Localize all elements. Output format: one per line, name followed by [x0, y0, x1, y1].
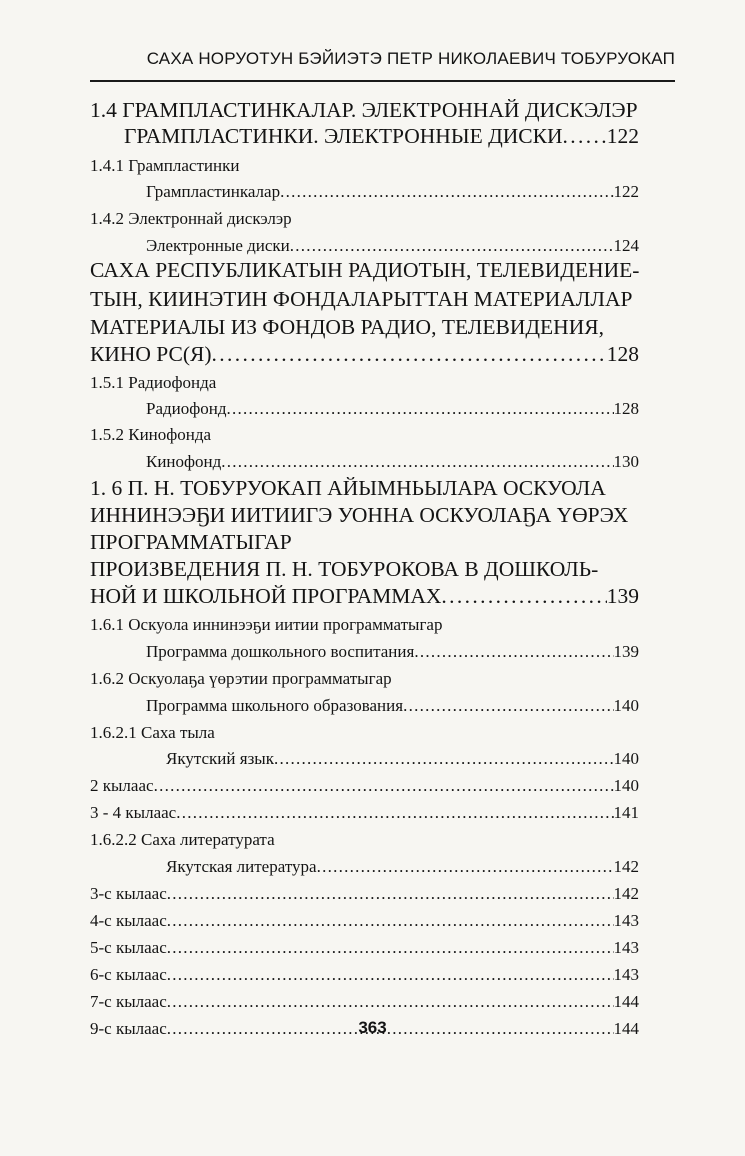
running-title: САХА НОРУОТУН БЭЙИЭТЭ ПЕТР НИКОЛАЕВИЧ ТОБУРУОКАП [146, 49, 675, 68]
toc-entry-label: Радиофонд [146, 399, 227, 418]
dot-leader [227, 399, 614, 419]
toc-entry-label: Кинофонд [146, 452, 222, 471]
toc-subheading-1-6-1: 1.6.1 Оскуола иннинээҕи иитии программатыгар [90, 615, 443, 634]
page-number: 142 [613, 857, 639, 876]
folio-page-number: 363 [358, 1018, 387, 1037]
toc-heading-1-5-line-1: САХА РЕСПУБЛИКАТЫН РАДИОТЫН, ТЕЛЕВИДЕНИЕ- [90, 258, 640, 282]
toc-entry-grade-6c[interactable] [90, 965, 639, 985]
toc-entry-1-4[interactable] [124, 124, 639, 149]
toc-entry-1-5-1[interactable] [146, 399, 639, 419]
toc-entry-grade-5c[interactable] [90, 938, 639, 958]
toc-subheading-1-6-2-1: 1.6.2.1 Саха тыла [90, 723, 215, 742]
running-header [90, 44, 675, 82]
page-number: 122 [606, 124, 639, 148]
toc-heading-1-6-line-2: ИННИНЭЭҔИ ИИТИИГЭ УОННА ОСКУОЛАҔА ҮӨРЭХ [90, 503, 629, 527]
page-number: 143 [613, 938, 639, 957]
dot-leader [317, 857, 614, 877]
toc-entry-grade-4c[interactable] [90, 911, 639, 931]
toc-entry-1-6-2-2[interactable] [166, 857, 639, 877]
toc-subheading-1-6-2: 1.6.2 Оскуолаҕа үөрэтии программатыгар [90, 669, 392, 688]
dot-leader [403, 696, 613, 716]
page-number: 139 [606, 584, 639, 608]
page-number: 140 [613, 696, 639, 715]
dot-leader [167, 911, 614, 931]
toc-entry-label: 5-с кылаас [90, 938, 167, 957]
toc-heading-1-6-line-4: ПРОИЗВЕДЕНИЯ П. Н. ТОБУРОКОВА В ДОШКОЛЬ- [90, 557, 599, 581]
toc-heading-1-6-line-1: 1. 6 П. Н. ТОБУРУОКАП АЙЫМНЬЫЛАРА ОСКУОЛА [90, 476, 606, 500]
dot-leader [290, 236, 614, 256]
toc-entry-1-5-2[interactable] [146, 452, 639, 472]
dot-leader [176, 803, 613, 823]
toc-heading-1-4-line-1: 1.4 ГРАМПЛАСТИНКАЛАР. ЭЛЕКТРОННАЙ ДИСКЭЛЭР [90, 98, 638, 122]
toc-entry-grade-7c[interactable] [90, 992, 639, 1012]
page-number: 142 [613, 884, 639, 903]
toc-subheading-1-5-2: 1.5.2 Кинофонда [90, 425, 212, 444]
dot-leader [167, 938, 614, 958]
toc-entry-grade-3-4[interactable] [90, 803, 639, 823]
toc-heading-1-6-line-5: НОЙ И ШКОЛЬНОЙ ПРОГРАММАХ [90, 584, 442, 608]
dot-leader [280, 182, 613, 202]
page-number: 139 [613, 642, 639, 661]
toc-entry-grade-3c[interactable] [90, 884, 639, 904]
toc-entry-label: 2 кылаас [90, 776, 154, 795]
toc-entry-grade-2[interactable] [90, 776, 639, 796]
toc-entry-1-5[interactable] [90, 342, 639, 367]
toc-entry-label: 7-с кылаас [90, 992, 167, 1011]
toc-subheading-1-5-1: 1.5.1 Радиофонда [90, 373, 217, 392]
page-number: 128 [613, 399, 639, 418]
toc-entry-label: Якутская литература [166, 857, 317, 876]
toc-entry-label: Программа школьного образования [146, 696, 404, 715]
page-number: 130 [613, 452, 639, 471]
toc-entry-1-6-1[interactable] [146, 642, 639, 662]
page-number: 143 [613, 965, 639, 984]
page-number: 124 [613, 236, 639, 255]
toc-entry-label: Электронные диски [146, 236, 290, 255]
page-number: 140 [613, 776, 639, 795]
toc-entry-1-6-2[interactable] [146, 696, 639, 716]
dot-leader [562, 124, 606, 149]
page-footer [0, 1018, 745, 1038]
toc-entry-label: 3-с кылаас [90, 884, 167, 903]
toc-entry-1-6[interactable] [90, 584, 639, 609]
toc-subheading-1-4-1: 1.4.1 Грампластинки [90, 156, 240, 175]
dot-leader [167, 965, 614, 985]
toc-heading-1-5-line-4: КИНО РС(Я) [90, 342, 212, 366]
page-number: 140 [613, 749, 639, 768]
toc-heading-1-4-line-2: ГРАМПЛАСТИНКИ. ЭЛЕКТРОННЫЕ ДИСКИ [124, 124, 563, 148]
toc-entry-1-4-1[interactable] [146, 182, 639, 202]
page-number: 128 [606, 342, 639, 366]
toc-entry-label: Программа дошкольного воспитания [146, 642, 415, 661]
page-number: 122 [613, 182, 639, 201]
toc-entry-label: Якутский язык [166, 749, 274, 768]
toc-entry-label: 4-с кылаас [90, 911, 167, 930]
toc-subheading-1-6-2-2: 1.6.2.2 Саха литературата [90, 830, 275, 849]
toc-subheading-1-4-2: 1.4.2 Электроннай дискэлэр [90, 209, 292, 228]
toc-entry-label: 6-с кылаас [90, 965, 167, 984]
page-number: 144 [613, 1019, 639, 1038]
toc-entry-label: 3 - 4 кылаас [90, 803, 177, 822]
dot-leader [154, 776, 614, 796]
toc-heading-1-6-line-3: ПРОГРАММАТЫГАР [90, 530, 292, 554]
toc-heading-1-5-line-3: МАТЕРИАЛЫ ИЗ ФОНДОВ РАДИО, ТЕЛЕВИДЕНИЯ, [90, 315, 604, 339]
dot-leader [221, 452, 613, 472]
dot-leader [441, 584, 606, 609]
dot-leader [414, 642, 613, 662]
dot-leader [212, 342, 607, 367]
dot-leader [274, 749, 614, 769]
toc-entry-label: Грампластинкалар [146, 182, 281, 201]
dot-leader [167, 884, 614, 904]
page-number: 144 [613, 992, 639, 1011]
toc-entry-label: 9-с кылаас [90, 1019, 167, 1038]
page-number: 141 [613, 803, 639, 822]
toc-entry-1-6-2-1[interactable] [166, 749, 639, 769]
toc-entry-1-4-2[interactable] [146, 236, 639, 256]
dot-leader [167, 992, 614, 1012]
toc-heading-1-5-line-2: ТЫН, КИИНЭТИН ФОНДАЛАРЫТТАН МАТЕРИАЛЛАР [90, 287, 633, 311]
page-number: 143 [613, 911, 639, 930]
